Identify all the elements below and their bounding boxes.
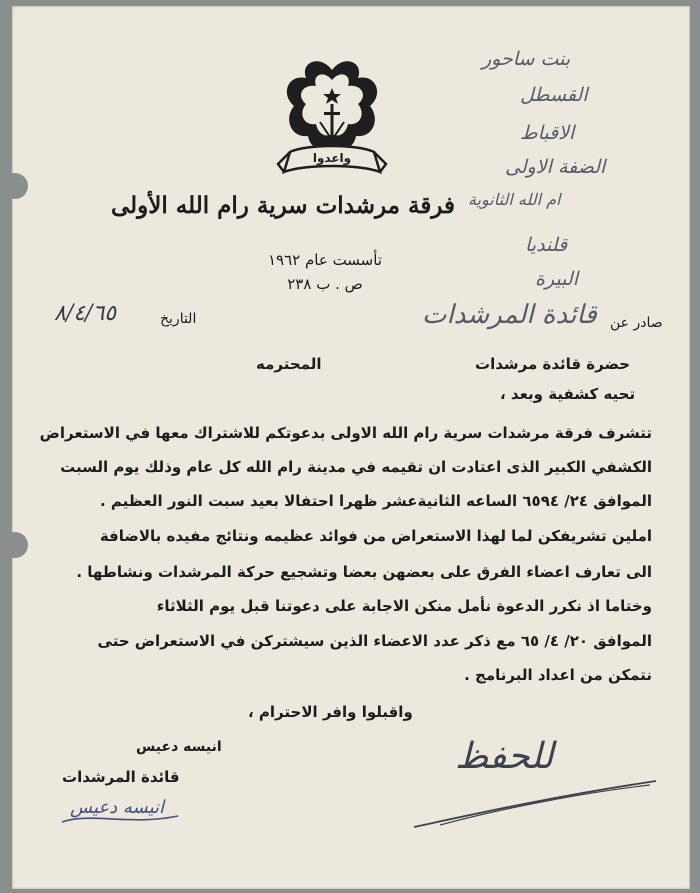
from-value-handwritten: قائدة المرشدات (422, 300, 597, 330)
from-label: صادر عن (610, 315, 663, 331)
margin-note: الضفة الاولى (505, 156, 606, 178)
right-handwritten-note: للحفظ (455, 736, 554, 777)
margin-note: قلنديا (525, 234, 568, 256)
body-line: الموافق ٢٤/ ٦٥٩٤ الساعه الثانيةعشر ظهرا احتفالا بعيد سبت النور العظيم . (99, 492, 652, 510)
body-line: نتمكن من اعداد البرنامج . (464, 666, 652, 684)
punch-hole-bottom (2, 532, 28, 558)
body-line: الموافق ٢٠/ ٤/ ٦٥ مع ذكر عدد الاعضاء الذين سيشتركن في الاستعراض حتى (97, 632, 652, 650)
margin-note: بنت ساحور (482, 48, 571, 70)
signatory-role: قائدة المرشدات (62, 768, 180, 786)
date-label: التاريخ (160, 311, 197, 327)
margin-note: الاقباط (520, 122, 575, 144)
respected-title: المحترمه (256, 355, 322, 373)
po-box-line: ص . ب ٢٣٨ (287, 275, 363, 293)
body-line: املين تشريفكن لما لهذا الاستعراض من فوائد عظيمه ونتائج مفيده بالاضافة (99, 527, 652, 545)
addressee: حضرة قائدة مرشدات (475, 355, 631, 373)
greeting: تحيه كشفية وبعد ، (500, 385, 636, 403)
organization-title: فرقة مرشدات سرية رام الله الأولى (110, 192, 455, 219)
margin-note: القسطل (520, 84, 588, 106)
date-value-handwritten: ٨/٤/٦٥ (54, 301, 117, 326)
punch-hole-top (2, 173, 28, 199)
signature-flourish (410, 775, 660, 835)
founded-line: تأسست عام ١٩٦٢ (267, 251, 382, 269)
signatory-name: انيسه دعيس (136, 739, 222, 755)
signature-underline (60, 808, 180, 828)
guides-trefoil-emblem (276, 56, 388, 186)
body-line: تتشرف فرقة مرشدات سرية رام الله الاولى بدعوتكم للاشتراك معها في الاستعراض (39, 424, 652, 442)
body-line: وختاما اذ نكرر الدعوة نأمل منكن الاجابة على دعوتنا قبل يوم الثلاثاء (156, 597, 652, 615)
margin-note: البيرة (535, 268, 578, 290)
handwritten-signature: انيسه دعيس (70, 797, 165, 818)
margin-note: ام الله الثانوية (468, 190, 561, 209)
body-line: الى تعارف اعضاء الفرق على بعضهن بعضا وتشجيع حركة المرشدات ونشاطها . (76, 563, 652, 581)
emblem-motto: واعدوا (312, 151, 352, 165)
body-line: الكشفي الكبير الذى اعتادت ان تقيمه في مدينة رام الله كل عام وذلك يوم السبت (60, 458, 652, 476)
closing-line: واقبلوا وافر الاحترام ، (248, 703, 413, 721)
